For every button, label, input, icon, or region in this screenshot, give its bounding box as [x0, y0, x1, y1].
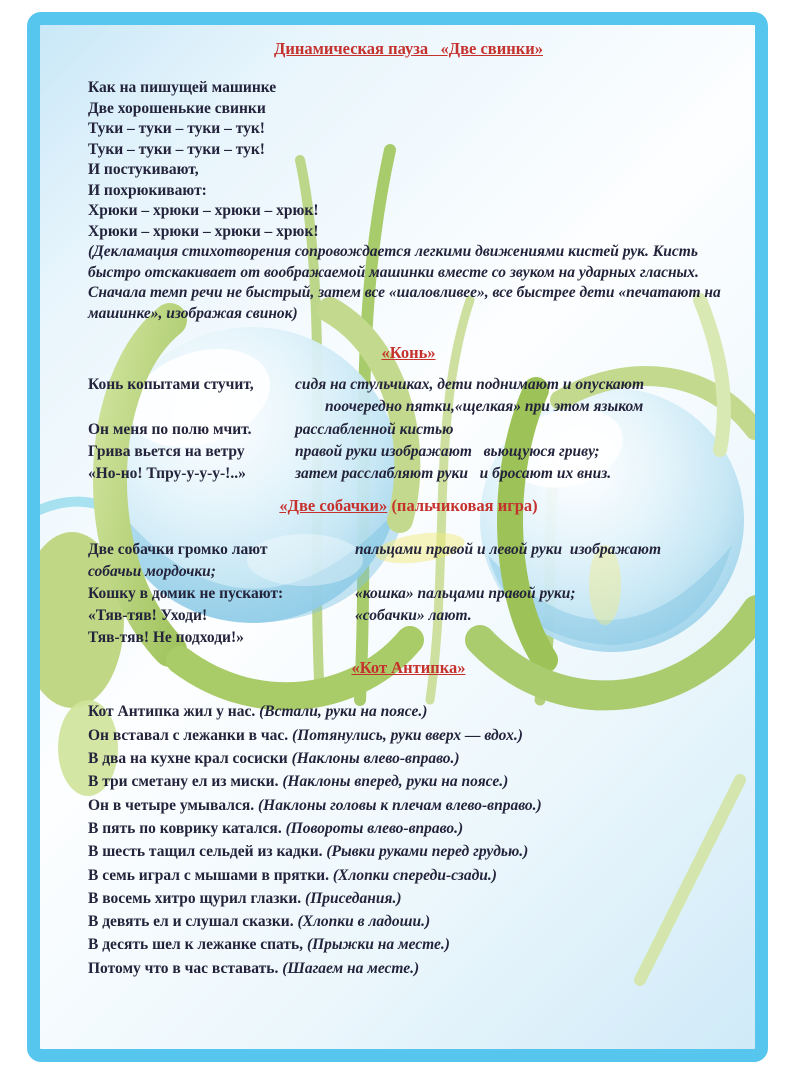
list-item	[88, 864, 729, 887]
list-item	[88, 933, 729, 956]
verse-line: «Но-но! Тпру-у-у-у-!..»	[88, 465, 246, 483]
instruction: (Наклоны головы к плечам влево-вправо.)	[258, 796, 542, 814]
list-item	[88, 794, 729, 817]
verse-line	[88, 396, 295, 418]
table-row	[88, 463, 729, 485]
instruction: (Хлопки спереди-сзади.)	[332, 866, 497, 884]
table-row	[88, 539, 729, 561]
instruction: (Потянулись, руки вверх — вдох.)	[292, 726, 523, 744]
verse-line: Потому что в час вставать.	[88, 959, 279, 977]
verse-line: В пять по коврику катался.	[88, 819, 282, 837]
verse-line: В два на кухне крал сосиски	[88, 750, 288, 768]
verse-line: В семь играл с мышами в прятки.	[88, 866, 329, 884]
table-row	[88, 561, 729, 583]
verse-line: И похрюкивают:	[88, 181, 207, 199]
list-item	[88, 700, 729, 723]
verse-line: В десять шел к лежанке спать,	[88, 936, 304, 954]
verse-line: Туки – туки – туки – тук!	[88, 140, 265, 158]
instruction	[355, 561, 729, 583]
list-item	[88, 840, 729, 863]
instruction: (Наклоны влево-вправо.)	[291, 750, 460, 768]
verse-line: В шесть тащил сельдей из кадки.	[88, 843, 323, 861]
instruction: «собачки» лают.	[355, 607, 472, 625]
table-row	[88, 583, 729, 605]
verse-line: Две собачки громко лают	[88, 541, 268, 559]
verse-line: Тяв-тяв! Не подходи!»	[88, 629, 244, 647]
table-row	[88, 627, 729, 649]
instruction: (Прыжки на месте.)	[306, 936, 450, 954]
dogs-exercise-table	[88, 539, 729, 649]
instruction: (Рывки руками перед грудью.)	[326, 843, 529, 861]
verse-line: В три сметану ел из миски.	[88, 773, 279, 791]
list-item	[88, 887, 729, 910]
horse-exercise-table	[88, 374, 729, 485]
verse-line: И постукивают,	[88, 161, 199, 178]
instruction: (Приседания.)	[305, 889, 402, 907]
verse-line: Он вставал с лежанки в час.	[88, 726, 289, 744]
heading-text: Динамическая пауза «Две свинки»	[274, 39, 543, 58]
verse-line: Хрюки – хрюки – хрюки – хрюк!	[88, 202, 319, 219]
instruction: поочередно пятки,«щелкая» при этом языком	[325, 398, 644, 416]
verse-line: Он меня по полю мчит.	[88, 420, 252, 438]
instruction: (Встали, руки на поясе.)	[259, 703, 428, 721]
section-heading-dogs	[88, 496, 729, 516]
pigs-instruction-note: (Декламация стихотворения сопровождается легкими движениями кистей рук. Кисть быстро отскакивает от воображаемой машинки вместе со звуком на ударных гласных. Сначала темп речи не быстрый, затем все «шаловливее», все быстрее дети «печатают на машинке», изображая свинок)	[88, 243, 721, 322]
instruction: (Повороты влево-вправо.)	[285, 819, 464, 837]
verse-line: Кошку в домик не пускают:	[88, 585, 284, 603]
heading-text: «Конь»	[381, 343, 436, 362]
list-item	[88, 817, 729, 840]
verse-line: Туки – туки – туки – тук!	[88, 120, 265, 137]
verse-line: Грива вьется на ветру	[88, 442, 245, 460]
instruction: сидя на стульчиках, дети поднимают и опускают	[295, 376, 645, 393]
list-item	[88, 747, 729, 770]
list-item	[88, 957, 729, 980]
verse-line: Как на пишущей машинке	[88, 79, 277, 96]
instruction: расслабленной кистью	[295, 420, 454, 438]
instruction: «кошка» пальцами правой руки;	[355, 585, 576, 603]
verse-line: Конь копытами стучит,	[88, 376, 254, 393]
instruction: правой руки изображают вьющуюся гриву;	[295, 442, 600, 460]
cat-exercise-list	[88, 700, 729, 980]
instruction-continuation: собачьи мордочки;	[88, 563, 216, 581]
instruction: (Шагаем на месте.)	[282, 959, 420, 977]
heading-text: «Кот Антипка»	[351, 658, 466, 678]
instruction: пальцами правой и левой руки изображают	[355, 541, 662, 559]
list-item	[88, 724, 729, 747]
heading-text: «Две собачки»	[279, 496, 388, 516]
heading-suffix: (пальчиковая игра)	[387, 496, 538, 516]
list-item	[88, 910, 729, 933]
instruction: (Наклоны вперед, руки на поясе.)	[282, 773, 509, 791]
verse-line: Две хорошенькие свинки	[88, 99, 266, 117]
instruction: (Хлопки в ладоши.)	[297, 913, 431, 931]
section-heading-cat	[88, 658, 729, 678]
section-heading-pigs	[88, 39, 729, 59]
table-row	[88, 374, 729, 396]
table-row	[88, 396, 729, 418]
verse-line: В девять ел и слушал сказки.	[88, 913, 294, 931]
page-frame	[27, 12, 768, 1062]
document-content	[40, 25, 755, 980]
section-heading-horse	[88, 343, 729, 363]
verse-line: Кот Антипка жил у нас.	[88, 703, 256, 721]
verse-line: «Тяв-тяв! Уходи!	[88, 607, 208, 625]
instruction	[355, 627, 729, 649]
pigs-verse	[88, 78, 729, 242]
table-row	[88, 419, 729, 441]
table-row	[88, 605, 729, 627]
table-row	[88, 441, 729, 463]
instruction: затем расслабляют руки и бросают их вниз.	[295, 465, 612, 483]
list-item	[88, 770, 729, 793]
verse-line: В восемь хитро щурил глазки.	[88, 889, 302, 907]
verse-line: Хрюки – хрюки – хрюки – хрюк!	[88, 222, 319, 240]
verse-line: Он в четыре умывался.	[88, 796, 255, 814]
